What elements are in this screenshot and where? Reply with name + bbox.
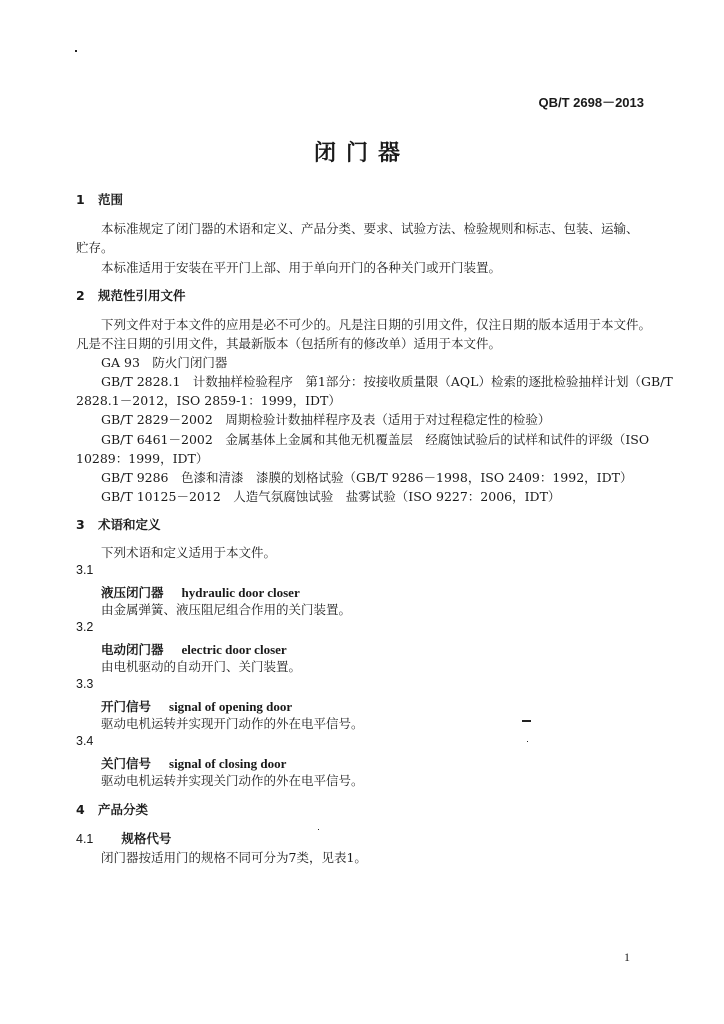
term-heading: [101, 582, 300, 601]
term-definition: 驱动电机运转并实现开门动作的外在电平信号。: [101, 716, 364, 731]
subsection-heading: [76, 828, 171, 847]
scan-speck: [75, 50, 77, 52]
reference-item: GB/T 2829－2002 周期检验计数抽样程序及表（适用于对过程稳定性的检验）: [101, 412, 551, 427]
term-en: signal of opening door: [169, 699, 293, 714]
clause-number: 3.3: [76, 677, 94, 691]
term-en: hydraulic door closer: [181, 585, 300, 600]
standard-code: QB/T 2698－2013: [538, 95, 644, 110]
term-heading: [101, 639, 287, 658]
section-number: 3: [76, 517, 85, 532]
section-number: 4: [76, 802, 85, 817]
paragraph-line: 下列文件对于本文件的应用是必不可少的。凡是注日期的引用文件，仅注日期的版本适用于本文件。: [101, 317, 652, 332]
scan-speck: [527, 741, 528, 742]
term-en: electric door closer: [181, 642, 287, 657]
scan-speck: [318, 829, 319, 830]
section-2-heading: [76, 286, 186, 304]
term-heading: [101, 753, 286, 772]
reference-item: 2828.1－2012，ISO 2859-1：1999，IDT）: [76, 393, 341, 408]
term-cn: 液压闭门器: [101, 585, 164, 600]
section-title: 产品分类: [98, 802, 149, 817]
clause-number: 3.4: [76, 734, 94, 748]
term-cn: 关门信号: [101, 756, 152, 771]
section-1-heading: [76, 190, 123, 208]
term-definition: 驱动电机运转并实现关门动作的外在电平信号。: [101, 773, 364, 788]
section-title: 范围: [98, 192, 124, 207]
term-heading: [101, 696, 292, 715]
section-title: 术语和定义: [98, 517, 161, 532]
reference-item: GB/T 9286 色漆和清漆 漆膜的划格试验（GB/T 9286－1998，ISO 2409：1992，IDT）: [101, 470, 633, 485]
reference-item: 10289：1999，IDT）: [76, 451, 209, 466]
paragraph-line: 本标准规定了闭门器的术语和定义、产品分类、要求、试验方法、检验规则和标志、包装、运输、: [101, 221, 639, 236]
subsection-title: 规格代号: [121, 831, 172, 846]
term-definition: 由金属弹簧、液压阻尼组合作用的关门装置。: [101, 602, 352, 617]
term-en: signal of closing door: [169, 756, 287, 771]
section-number: 1: [76, 192, 85, 207]
section-3-heading: [76, 515, 161, 533]
reference-item: GB/T 6461－2002 金属基体上金属和其他无机覆盖层 经腐蚀试验后的试样和试件的评级（ISO: [101, 432, 650, 447]
reference-item: GB/T 2828.1 计数抽样检验程序 第1部分：按接收质量限（AQL）检索的逐批检验抽样计划（GB/T: [101, 374, 673, 389]
section-number: 2: [76, 288, 85, 303]
term-definition: 由电机驱动的自动开门、关门装置。: [101, 659, 302, 674]
paragraph-line: 下列术语和定义适用于本文件。: [101, 545, 277, 560]
paragraph-line: 贮存。: [76, 240, 114, 255]
scan-speck: [522, 720, 531, 722]
reference-item: GB/T 10125－2012 人造气氛腐蚀试验 盐雾试验（ISO 9227：2006，IDT）: [101, 489, 561, 504]
page-number: 1: [624, 950, 630, 964]
clause-number: 3.1: [76, 563, 94, 577]
page-title: 闭门器: [313, 140, 410, 166]
paragraph-line: 本标准适用于安装在平开门上部、用于单向开门的各种关门或开门装置。: [101, 260, 502, 275]
reference-item: GA 93 防火门闭门器: [101, 355, 228, 370]
clause-number: 3.2: [76, 620, 94, 634]
section-title: 规范性引用文件: [98, 288, 186, 303]
clause-number: 4.1: [76, 832, 94, 846]
section-4-heading: [76, 800, 148, 818]
term-cn: 电动闭门器: [101, 642, 164, 657]
paragraph-line: 凡是不注日期的引用文件，其最新版本（包括所有的修改单）适用于本文件。: [76, 336, 502, 351]
term-cn: 开门信号: [101, 699, 152, 714]
paragraph-line: 闭门器按适用门的规格不同可分为7类，见表1。: [101, 850, 367, 865]
